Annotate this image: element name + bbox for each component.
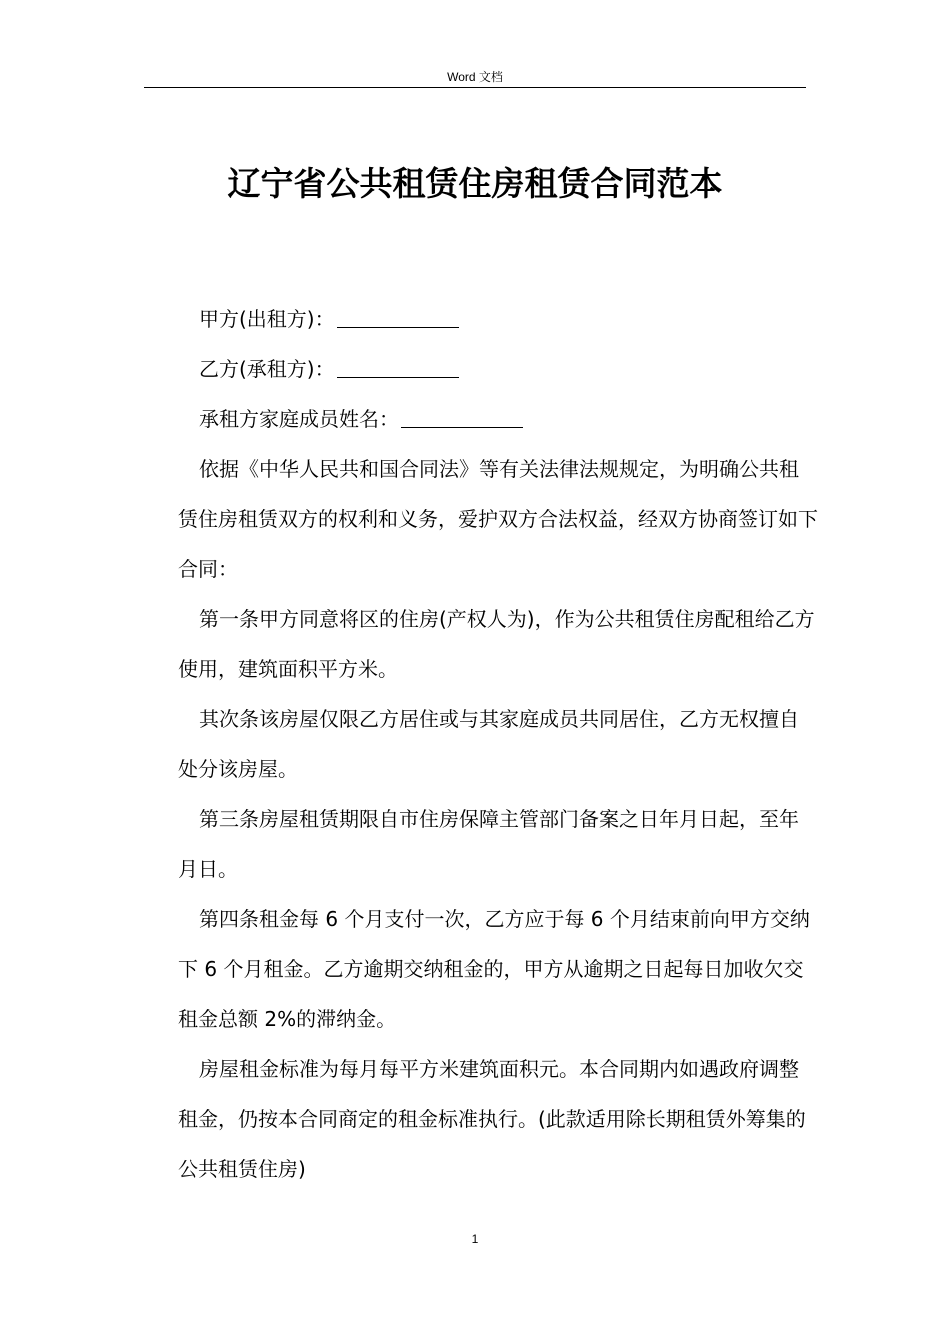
party-b-line [178,344,818,394]
document-title: 辽宁省公共租赁住房租赁合同范本 [227,164,723,203]
party-b-blank-field [337,359,459,378]
family-members-label: 承租方家庭成员姓名： [199,407,399,431]
party-b-label: 乙方(承租方)： [199,357,335,381]
party-a-line [178,294,818,344]
paragraph-article-1: 第一条甲方同意将区的住房(产权人为)，作为公共租赁住房配租给乙方使用，建筑面积平方米。 [178,607,815,681]
page-number: 1 [471,1232,479,1246]
page-header: Word 文档 [447,70,503,84]
header-divider [144,87,806,88]
paragraph-article-3: 第三条房屋租赁期限自市住房保障主管部门备案之日年月日起，至年月日。 [178,807,799,881]
family-members-line [178,394,818,444]
document-body [178,294,818,1194]
party-a-label: 甲方(出租方)： [199,307,335,331]
party-a-blank-field [337,309,459,328]
paragraph-preamble: 依据《中华人民共和国合同法》等有关法律法规规定，为明确公共租赁住房租赁双方的权利和义务，爱护双方合法权益，经双方协商签订如下合同： [178,457,818,581]
family-members-blank-field [401,409,523,428]
paragraph-article-4: 第四条租金每 6 个月支付一次，乙方应于每 6 个月结束前向甲方交纳下 6 个月租金。乙方逾期交纳租金的，甲方从逾期之日起每日加收欠交租金总额 2%的滞纳金。 [178,907,810,1031]
paragraph-rent-standard: 房屋租金标准为每月每平方米建筑面积元。本合同期内如遇政府调整租金，仍按本合同商定的租金标准执行。(此款适用除长期租赁外筹集的公共租赁住房) [178,1057,806,1181]
paragraph-article-2: 其次条该房屋仅限乙方居住或与其家庭成员共同居住，乙方无权擅自处分该房屋。 [178,707,799,781]
